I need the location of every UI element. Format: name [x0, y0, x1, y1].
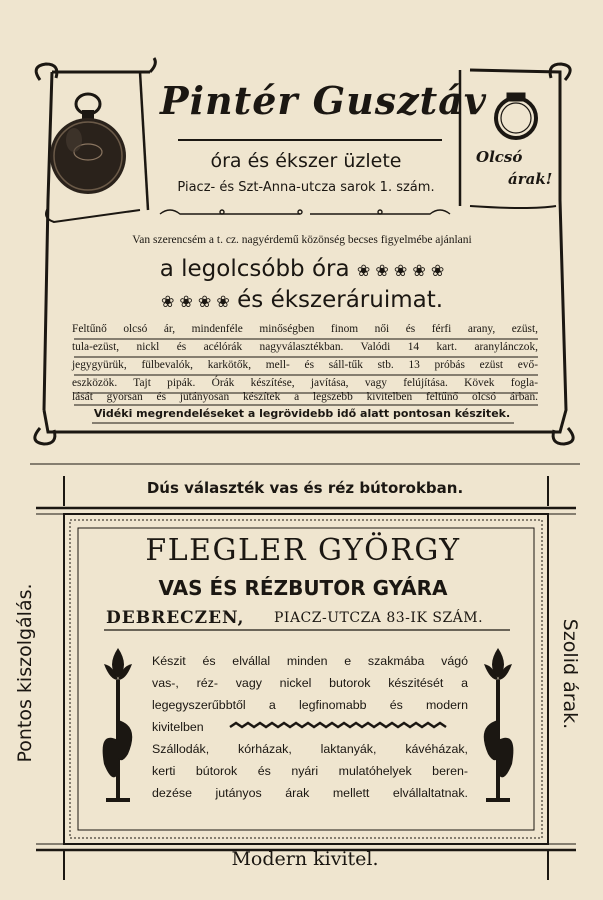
pocket-watch-icon [50, 94, 126, 194]
paragraph-line: lását gyorsan és jutányosan készítek a legszebb kivitelben feltűnő olcsó árban. [72, 391, 538, 403]
zigzag-ornament [230, 723, 446, 727]
paragraph-line: Szállodák, kórházak, laktanyák, kávéházak, [152, 742, 468, 756]
company-subtitle: VAS ÉS RÉZBUTOR GYÁRA [158, 576, 448, 600]
paragraph-line: Feltűnő olcsó ár, mindenféle minőségben finom női és férfi arany, ezüst, [72, 323, 538, 335]
ring-icon [496, 93, 536, 138]
intro-line: Van szerencsém a t. cz. nagyérdemű közönség becses figyelmébe ajánlani [132, 234, 472, 246]
company-street: PIACZ-UTCZA 83-IK SZÁM. [274, 610, 484, 626]
cheap-prices-line2: árak! [508, 170, 553, 188]
paragraph-line: tula-ezüst, nickl és acélórák nagyválasztékban. Valódi 14 kart. aranylánczok, [72, 341, 538, 353]
jeweler-name: Pintér Gusztáv [160, 78, 487, 123]
shop-address: Piacz- és Szt-Anna-utcza sarok 1. szám. [177, 180, 435, 195]
paragraph-line: kivitelben [152, 720, 204, 734]
flower-ornament-icon: ❀ ❀ ❀ ❀ [160, 292, 230, 311]
paragraph-line: legegyszerűbbtől a legfinomabb és modern [152, 698, 468, 712]
bottom-banner: Modern kivitel. [231, 848, 379, 870]
right-side-slogan: Szolid árak. [559, 618, 581, 730]
headline-2-text: és ékszeráruimat. [237, 287, 444, 313]
paragraph-line: vas-, réz- vagy nickel butorok készitését a [152, 676, 468, 690]
top-banner: Dús választék vas és réz bútorokban. [146, 479, 464, 497]
headline-1 [60, 256, 544, 282]
cheap-prices-line1: Olcsó [476, 148, 523, 166]
right-flower-icon [484, 648, 514, 802]
paragraph-line: dezése jutányos árak mellett elvállaltatnak. [152, 786, 468, 800]
left-side-slogan: Pontos kiszolgálás. [14, 583, 36, 763]
paragraph-line: jegygyürük, fülbevalók, karkötők, mell- és sáll-tűk stb. 13 próbás ezüst evő- [72, 359, 538, 371]
headline-1-text: a legolcsóbb óra [159, 256, 350, 282]
paragraph-line: kerti bútorok és nyári mulatóhelyek beren- [152, 764, 468, 778]
rural-orders-note: Vidéki megrendeléseket a legrövidebb idő alatt pontosan készitek. [93, 407, 511, 420]
shop-type: óra és ékszer üzlete [210, 150, 402, 172]
paragraph-line: eszközök. Tajt pipák. Órák készítése, javítása, vagy felújítása. Kövek fogla- [72, 377, 538, 389]
company-city: DEBRECZEN, [106, 608, 245, 628]
company-name: FLEGLER GYÖRGY [145, 533, 461, 568]
left-flower-icon [103, 648, 133, 802]
headline-2 [60, 287, 544, 313]
paragraph-line: Készit és elvállal minden e szakmába vágó [152, 654, 468, 668]
flower-ornament-icon: ❀ ❀ ❀ ❀ ❀ [356, 261, 445, 280]
